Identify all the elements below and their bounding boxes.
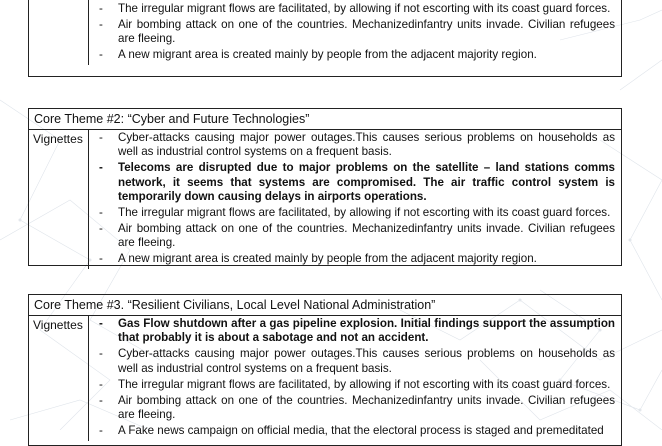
vignette-item: - Air bombing attack on one of the countries. Mechanizedinfantry units invade. Civilian refugees are fleeing.	[89, 18, 615, 47]
vignette-item: - A new migrant area is created mainly by people from the adjacent majority region.	[89, 48, 615, 62]
vignette-item: - A Fake news campaign on official media, that the electoral process is staged and premeditated	[89, 424, 615, 438]
vignette-item: - Air bombing attack on one of the countries. Mechanizedinfantry units invade. Civilian refugees are fleeing.	[89, 222, 615, 251]
core-theme-2-title: Core Theme #2: “Cyber and Future Technologies”	[29, 109, 621, 130]
core-theme-1-table	[28, 0, 622, 77]
vignette-list	[89, 316, 621, 441]
vignette-item: - Gas Flow shutdown after a gas pipeline explosion. Initial findings support the assumption that probably it is about a sabotage and not an accident.	[89, 317, 615, 346]
vignette-item: - Cyber-attacks causing major power outages.This causes serious problems on households as well as industrial control systems on a frequent basis.	[89, 131, 615, 160]
vignette-item: - The irregular migrant flows are facilitated, by allowing if not escorting with its coast guard forces.	[89, 206, 615, 220]
vignette-item: - Air bombing attack on one of the countries. Mechanizedinfantry units invade. Civilian refugees are fleeing.	[89, 394, 615, 423]
vignette-item: - Telecoms are disrupted due to major problems on the satellite – land stations comms network, it seems that systems are compromised. The air traffic control system is temporarily down causing delays in airports operations.	[89, 161, 615, 204]
vignettes-label: Vignettes	[29, 130, 89, 269]
vignette-list	[89, 130, 621, 269]
core-theme-2-table	[28, 108, 622, 266]
core-theme-3-table	[28, 294, 622, 446]
core-theme-3-title: Core Theme #3. “Resilient Civilians, Local Level National Administration”	[29, 295, 621, 316]
vignette-item: - The irregular migrant flows are facilitated, by allowing if not escorting with its coast guard forces.	[89, 378, 615, 392]
vignette-item: - A new migrant area is created mainly by people from the adjacent majority region.	[89, 252, 615, 266]
vignettes-label: Vignettes	[29, 316, 89, 441]
vignettes-label	[29, 0, 89, 65]
vignette-item: - Cyber-attacks causing major power outages.This causes serious problems on households as well as industrial control systems on a frequent basis.	[89, 347, 615, 376]
vignette-item: - The irregular migrant flows are facilitated, by allowing if not escorting with its coast guard forces.	[89, 2, 615, 16]
vignette-list	[89, 0, 621, 65]
